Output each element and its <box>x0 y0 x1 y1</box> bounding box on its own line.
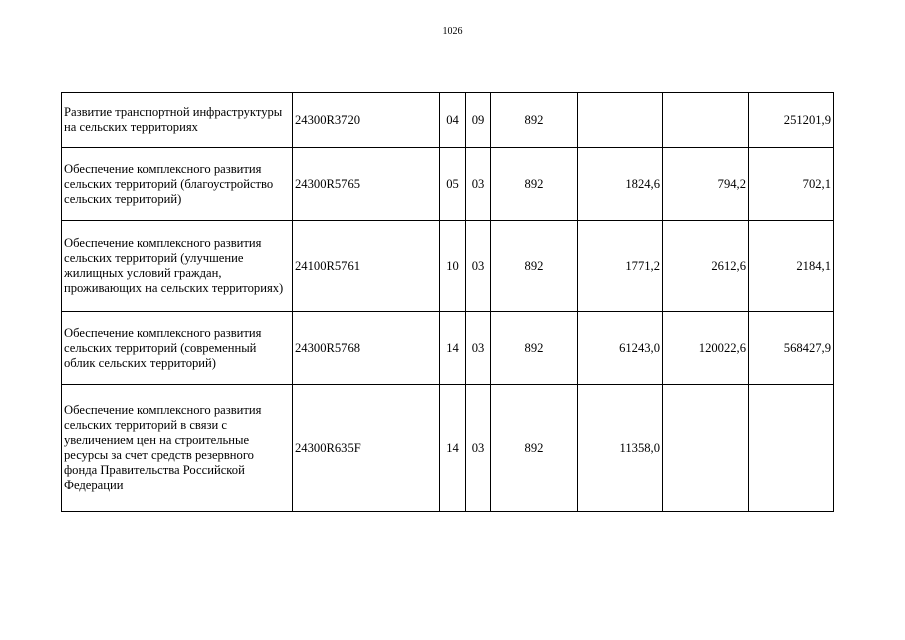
row-value-3-cell <box>749 385 834 512</box>
row-name-cell: Развитие транспортной инфраструктуры на сельских территориях <box>62 93 293 148</box>
row-value-3-cell: 251201,9 <box>749 93 834 148</box>
row-value-1-cell <box>578 93 663 148</box>
page-number: 1026 <box>442 26 463 37</box>
row-code-cell: 24100R5761 <box>293 221 440 312</box>
row-code-cell: 24300R635F <box>293 385 440 512</box>
row-subsection-cell: 09 <box>466 93 491 148</box>
row-subsection-cell: 03 <box>466 148 491 221</box>
row-grbs-cell: 892 <box>491 148 578 221</box>
row-code-cell: 24300R5765 <box>293 148 440 221</box>
budget-table <box>61 92 834 512</box>
row-name-cell: Обеспечение комплексного развития сельских территорий (благоустройство сельских территорий) <box>62 148 293 221</box>
table-row <box>62 221 834 312</box>
row-value-2-cell: 794,2 <box>663 148 749 221</box>
row-value-2-cell: 2612,6 <box>663 221 749 312</box>
row-name-cell: Обеспечение комплексного развития сельских территорий в связи с увеличением цен на строительные ресурсы за счет средств резервного фонда Правительства Российской Федерации <box>62 385 293 512</box>
row-value-2-cell <box>663 93 749 148</box>
table-row <box>62 385 834 512</box>
row-value-1-cell: 1771,2 <box>578 221 663 312</box>
row-grbs-cell: 892 <box>491 312 578 385</box>
row-section-cell: 14 <box>440 312 466 385</box>
row-name-cell: Обеспечение комплексного развития сельских территорий (современный облик сельских территорий) <box>62 312 293 385</box>
table-row <box>62 312 834 385</box>
row-section-cell: 05 <box>440 148 466 221</box>
row-value-1-cell: 11358,0 <box>578 385 663 512</box>
row-subsection-cell: 03 <box>466 221 491 312</box>
row-grbs-cell: 892 <box>491 221 578 312</box>
row-value-2-cell: 120022,6 <box>663 312 749 385</box>
row-code-cell: 24300R3720 <box>293 93 440 148</box>
row-value-1-cell: 1824,6 <box>578 148 663 221</box>
row-value-3-cell: 568427,9 <box>749 312 834 385</box>
row-section-cell: 14 <box>440 385 466 512</box>
row-value-3-cell: 2184,1 <box>749 221 834 312</box>
row-name-cell: Обеспечение комплексного развития сельских территорий (улучшение жилищных условий граждан, проживающих на сельских территориях) <box>62 221 293 312</box>
table-row <box>62 148 834 221</box>
row-value-1-cell: 61243,0 <box>578 312 663 385</box>
row-section-cell: 04 <box>440 93 466 148</box>
row-value-2-cell <box>663 385 749 512</box>
row-value-3-cell: 702,1 <box>749 148 834 221</box>
table-row <box>62 93 834 148</box>
row-subsection-cell: 03 <box>466 312 491 385</box>
row-code-cell: 24300R5768 <box>293 312 440 385</box>
row-subsection-cell: 03 <box>466 385 491 512</box>
row-section-cell: 10 <box>440 221 466 312</box>
row-grbs-cell: 892 <box>491 385 578 512</box>
row-grbs-cell: 892 <box>491 93 578 148</box>
